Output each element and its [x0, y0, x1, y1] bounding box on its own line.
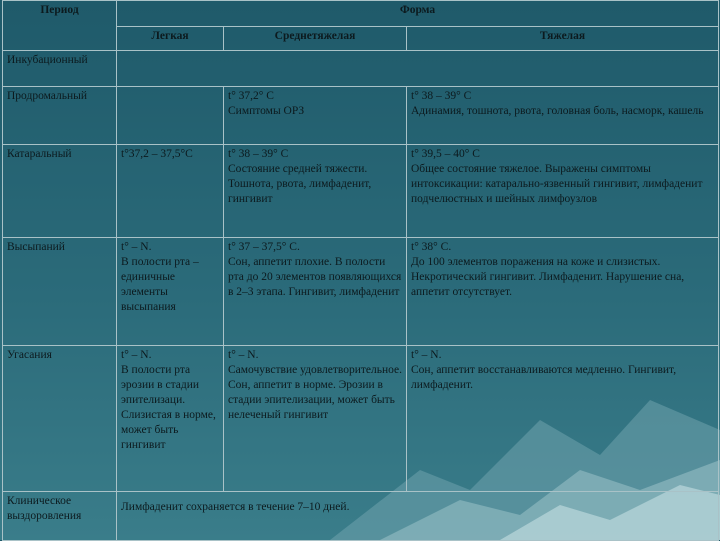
header-medium: Среднетяжелая	[224, 27, 407, 51]
table-row	[3, 238, 719, 346]
recovery-note: Лимфаденит сохраняется в течение 7–10 дней.	[117, 492, 719, 541]
cell-severe: t° – N. Сон, аппетит восстанавливаются медленно. Гингивит, лимфаденит.	[407, 346, 719, 492]
cell-medium: t° 38 – 39° С Состояние средней тяжести. Тошнота, рвота, лимфаденит, гингивит	[224, 145, 407, 238]
table-row	[3, 145, 719, 238]
cell-light: t°37,2 – 37,5°С	[117, 145, 224, 238]
header-light: Легкая	[117, 27, 224, 51]
table-row	[3, 51, 719, 87]
cell-medium: t° – N. Самочувствие удовлетворительное. Сон, аппетит в норме. Эрозии в стадии эпителизации, может быть нелеченый гингивит	[224, 346, 407, 492]
cell-light	[117, 87, 224, 145]
header-period: Период	[3, 1, 117, 51]
header-form: Форма	[117, 1, 719, 27]
period-label: Инкубационный	[3, 51, 117, 87]
measles-stages-table	[2, 0, 719, 541]
period-label: Угасания	[3, 346, 117, 492]
cell-light: t° – N. В полости рта эрозии в стадии эпителизаци. Слизистая в норме, может быть гингивит	[117, 346, 224, 492]
period-label: Продромальный	[3, 87, 117, 145]
cell-medium: t° 37 – 37,5° С. Сон, аппетит плохие. В полости рта до 20 элементов появляющихся в 2–3 этапа. Гингивит, лимфаденит	[224, 238, 407, 346]
table-row	[3, 346, 719, 492]
table-row	[3, 492, 719, 541]
cell-light: t° – N. В полости рта – единичные элементы высыпания	[117, 238, 224, 346]
cell-severe: t° 38 – 39° С Адинамия, тошнота, рвота, головная боль, насморк, кашель	[407, 87, 719, 145]
period-label: Катаральный	[3, 145, 117, 238]
table-row	[3, 87, 719, 145]
incubation-cell	[117, 51, 719, 87]
header-severe: Тяжелая	[407, 27, 719, 51]
period-label: Высыпаний	[3, 238, 117, 346]
cell-severe: t° 39,5 – 40° С Общее состояние тяжелое. Выражены симптомы интоксикации: катарально-язвенный гингивит, лимфаденит подчелюстных и шейных лимфоузлов	[407, 145, 719, 238]
cell-severe: t° 38° С. До 100 элементов поражения на коже и слизистых. Некротический гингивит. Лимфаденит. Нарушение сна, аппетит отсутствует.	[407, 238, 719, 346]
cell-medium: t° 37,2° С Симптомы ОРЗ	[224, 87, 407, 145]
period-label: Клиническое выздоровления	[3, 492, 117, 541]
